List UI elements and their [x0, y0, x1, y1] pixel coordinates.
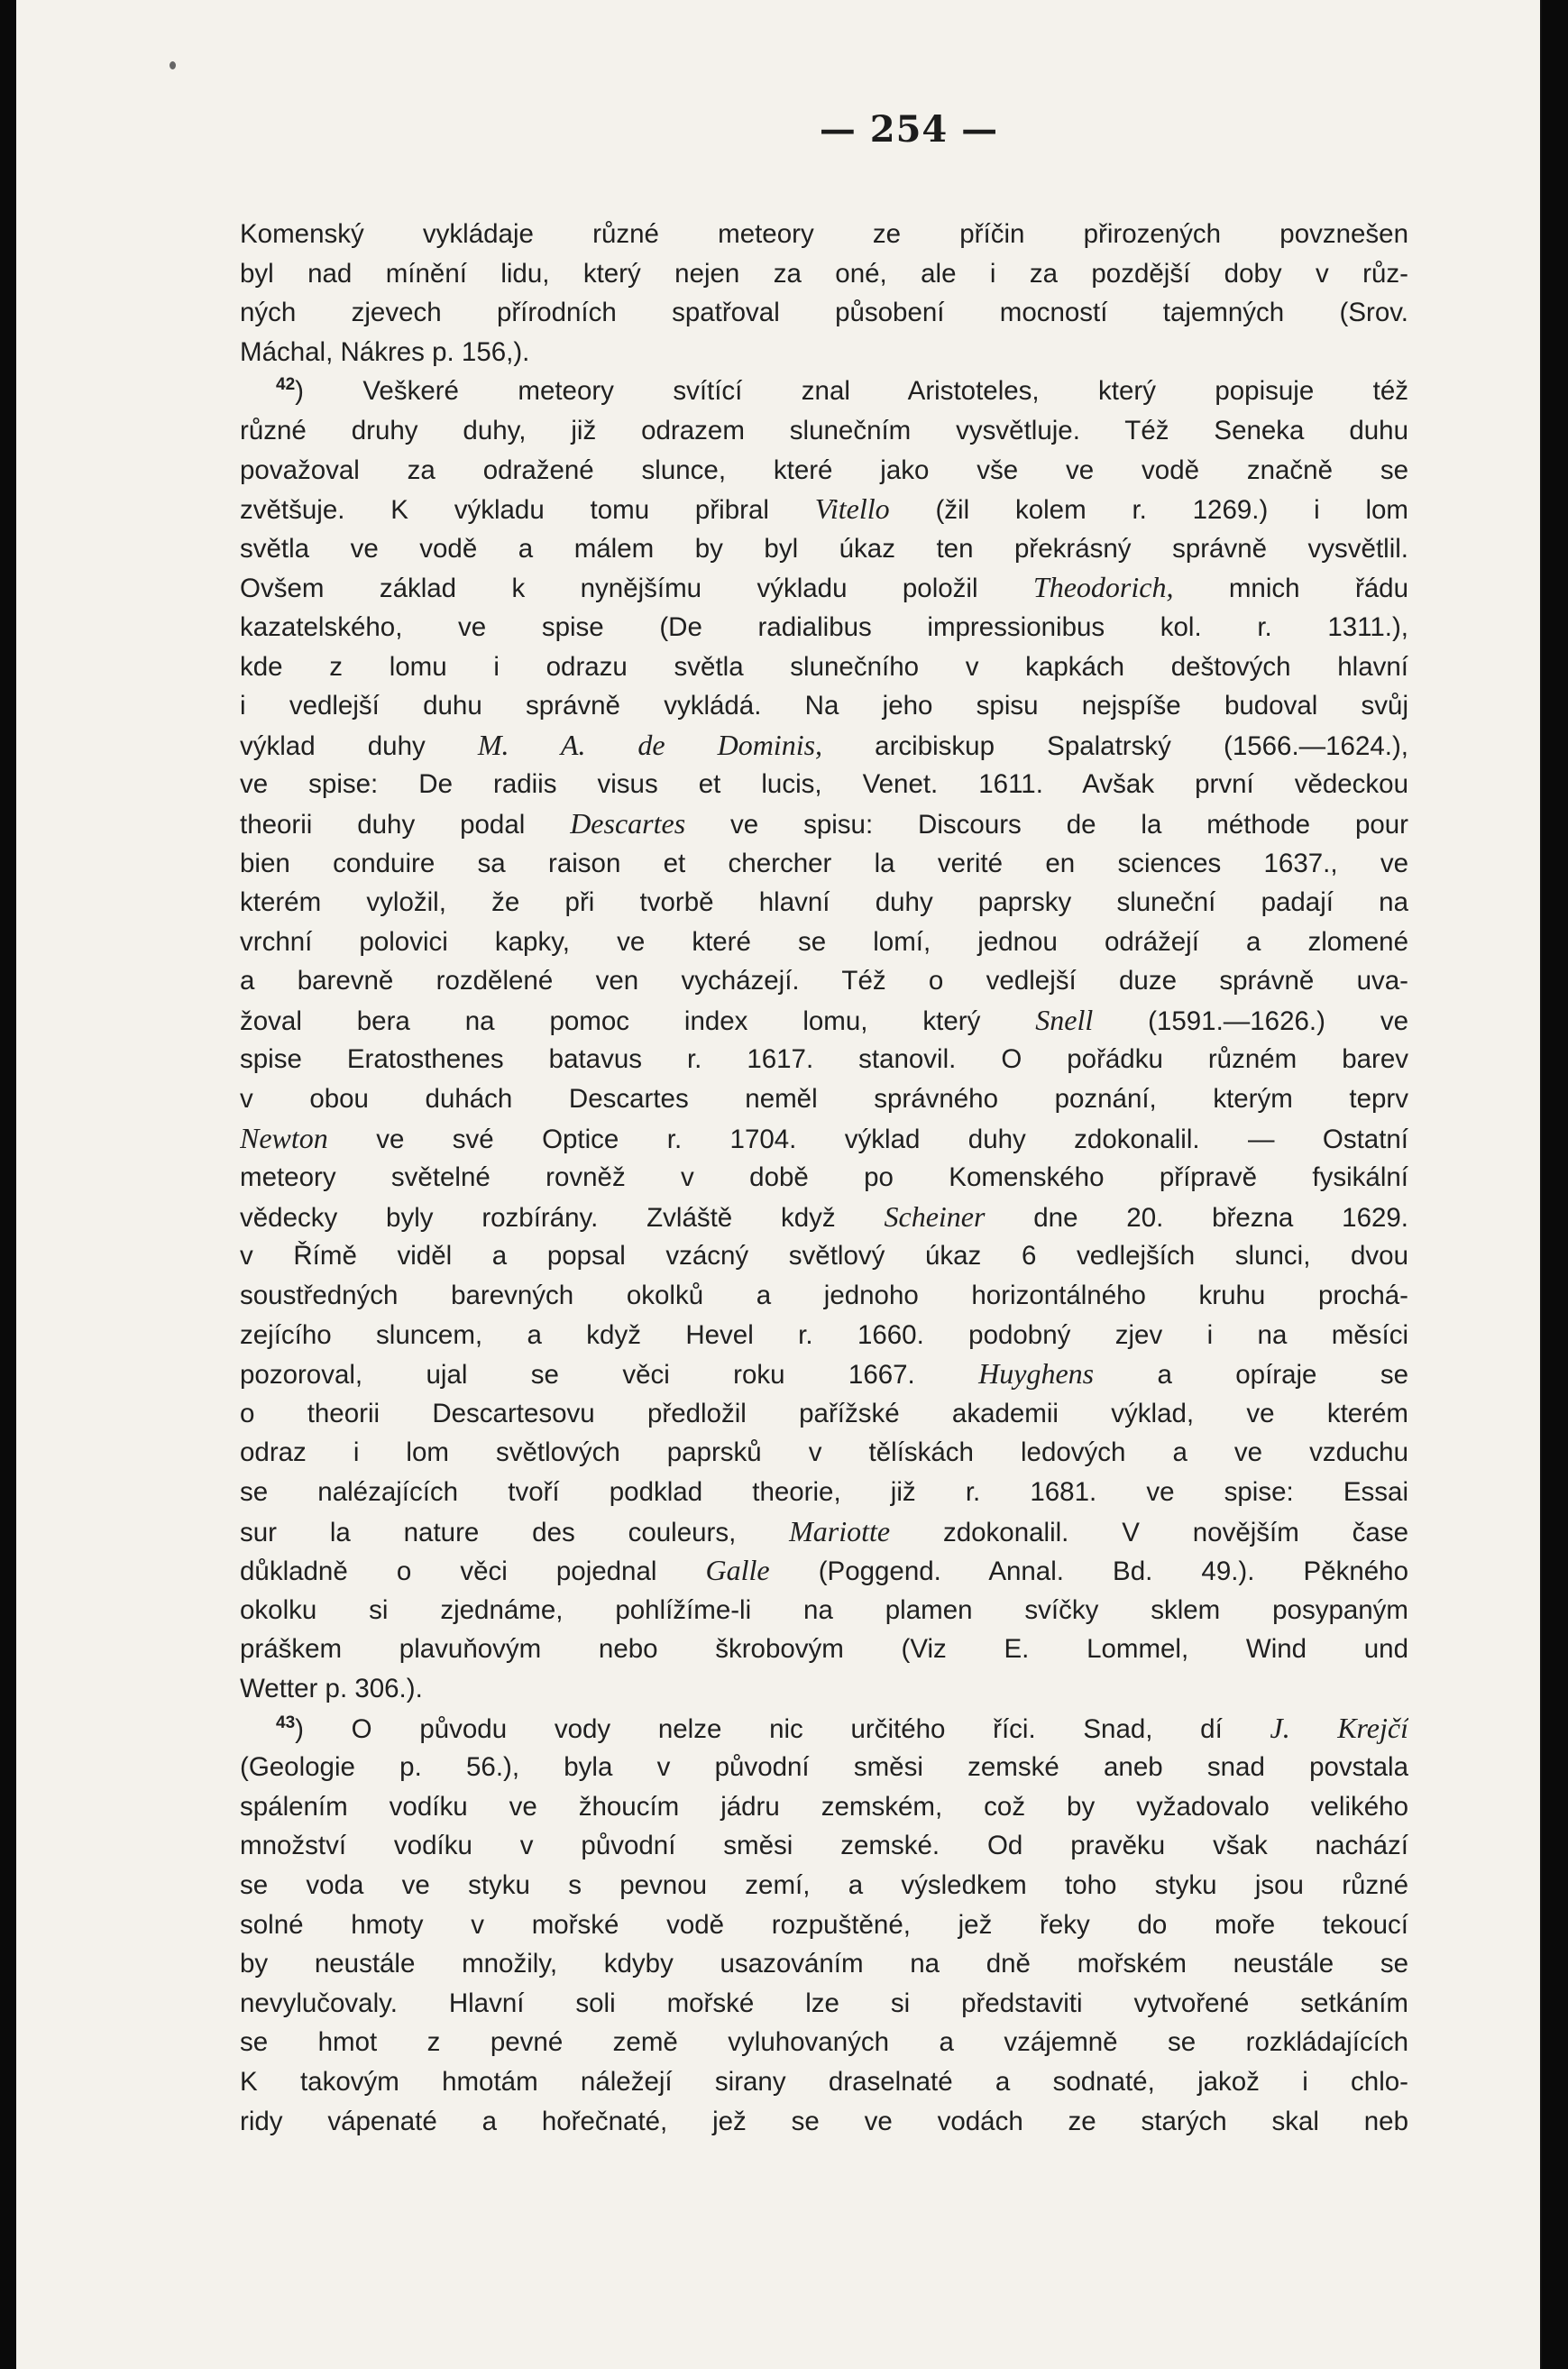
text-line: [240, 215, 1408, 254]
text-segment: ve spise: De radiis visus et lucis, Venet. 1611. Avšak první vědeckou: [240, 769, 1408, 800]
text-line: [240, 923, 1408, 962]
text-line: [240, 1748, 1408, 1787]
text-line: [240, 686, 1408, 726]
text-line: [240, 1276, 1408, 1316]
text-segment: důkladně o věci pojednal: [240, 1556, 706, 1587]
text-line: [240, 568, 1408, 608]
text-line: [240, 1944, 1408, 1984]
text-segment: množství vodíku v původní směsi zemské. Od pravěku však nachází: [240, 1831, 1408, 1861]
text-segment: bien conduire sa raison et chercher la verité en sciences 1637., ve: [240, 848, 1408, 878]
text-segment: v obou duhách Descartes neměl správného poznání, kterým teprv: [240, 1084, 1408, 1115]
text-segment: světla ve vodě a málem by byl úkaz ten překrásný správně vysvětlil.: [240, 533, 1408, 564]
text-segment: sur la nature des couleurs,: [240, 1517, 790, 1547]
text-line: [240, 804, 1408, 844]
italic-name: Snell: [1035, 1003, 1094, 1036]
text-line: [240, 726, 1408, 766]
text-segment: žoval bera na pomoc index lomu, který: [240, 1005, 1036, 1036]
text-segment: spálením vodíku ve žhoucím jádru zemském, což by vyžadovalo velikého: [240, 1791, 1408, 1822]
text-segment: (Poggend. Annal. Bd. 49.). Pěkného: [769, 1556, 1408, 1587]
text-line: [240, 1826, 1408, 1866]
page-speck: [170, 61, 176, 69]
text-line: [240, 1040, 1408, 1079]
text-segment: se nalézajících tvoří podklad theorie, již r. 1681. ve spise: Essai: [240, 1477, 1408, 1507]
text-segment: ve své Optice r. 1704. výklad duhy zdokonalil. — Ostatní: [327, 1124, 1408, 1154]
text-line: [240, 1354, 1408, 1394]
text-segment: dne 20. března 1629.: [985, 1202, 1408, 1233]
text-segment: arcibiskup Spalatrský (1566.—1624.),: [822, 730, 1408, 761]
text-line: [240, 1512, 1408, 1552]
text-segment: (Geologie p. 56.), byla v původní směsi zemské aneb snad povstala: [240, 1752, 1408, 1783]
italic-name: Descartes: [570, 806, 686, 840]
text-segment: ) O původu vody nelze nic určitého říci. Snad, dí: [295, 1713, 1270, 1744]
text-segment: solné hmoty v mořské vodě rozpuštěné, jež řeky do moře tekoucí: [240, 1909, 1408, 1940]
text-segment: zvětšuje. K výkladu tomu přibral: [240, 495, 815, 526]
footnote-number: 42: [276, 375, 296, 395]
text-line: [240, 608, 1408, 647]
text-segment: ve spisu: Discours de la méthode pour: [685, 809, 1408, 840]
footnote-number: 43: [276, 1712, 296, 1732]
text-segment: se hmot z pevné země vyluhovaných a vzájemně se rozkládajících: [240, 2027, 1408, 2058]
text-segment: spise Eratosthenes batavus r. 1617. stanovil. O pořádku různém barev: [240, 1044, 1408, 1075]
text-line: [240, 411, 1408, 451]
text-segment: pozoroval, ujal se věci roku 1667.: [240, 1360, 979, 1391]
text-line: [240, 765, 1408, 804]
text-line: [240, 1473, 1408, 1512]
text-line: [240, 490, 1408, 529]
text-segment: nevylučovaly. Hlavní soli mořské lze si představiti vytvořené setkáním: [240, 1988, 1408, 2018]
text-line: [240, 1551, 1408, 1591]
text-line: [240, 647, 1408, 687]
text-line: [240, 1001, 1408, 1041]
text-line: [240, 883, 1408, 923]
text-segment: theorii duhy podal: [240, 809, 571, 840]
italic-name: Galle: [705, 1554, 770, 1587]
text-line: [240, 372, 1408, 411]
text-segment: meteory světelné rovněž v době po Komenského přípravě fysikální: [240, 1162, 1408, 1193]
text-line: [240, 529, 1408, 569]
text-segment: se voda ve styku s pevnou zemí, a výsledkem toho styku jsou různé: [240, 1869, 1408, 1900]
text-segment: Wetter p. 306.).: [240, 1673, 423, 1703]
text-line: [240, 1866, 1408, 1905]
text-segment: mnich řádu: [1173, 574, 1408, 604]
text-segment: považoval za odražené slunce, které jako vše ve vodě značně se: [240, 455, 1408, 485]
italic-name: Theodorich,: [1032, 571, 1174, 604]
text-line: [240, 2062, 1408, 2102]
text-line: [240, 1905, 1408, 1945]
italic-name: J. Krejčí: [1270, 1711, 1408, 1744]
text-line: [240, 333, 1408, 372]
text-segment: byl nad mínění lidu, který nejen za oné, ale i za pozdější doby v růz-: [240, 258, 1408, 289]
text-line: [240, 1591, 1408, 1630]
text-segment: Ovšem základ k nynějšímu výkladu položil: [240, 574, 1033, 604]
text-line: [240, 451, 1408, 491]
italic-name: M. A. de Dominis,: [477, 728, 823, 761]
text-segment: kazatelského, ve spise (De radialibus impressionibus kol. r. 1311.),: [240, 611, 1408, 642]
text-segment: a opíraje se: [1094, 1360, 1408, 1391]
text-line: [240, 1630, 1408, 1669]
text-segment: odraz i lom světlových paprsků v tělískách ledových a ve vzduchu: [240, 1437, 1408, 1468]
text-segment: v Římě viděl a popsal vzácný světlový úkaz 6 vedlejších slunci, dvou: [240, 1241, 1408, 1272]
text-segment: i vedlejší duhu správně vykládá. Na jeho spisu nejspíše budoval svůj: [240, 691, 1408, 721]
text-segment: práškem plavuňovým nebo škrobovým (Viz E. Lommel, Wind und: [240, 1634, 1408, 1665]
text-line: [240, 1787, 1408, 1827]
text-segment: K takovým hmotám náležejí sirany draselnaté a sodnaté, jakož i chlo-: [240, 2066, 1408, 2097]
italic-name: Mariotte: [789, 1514, 891, 1547]
text-segment: Komenský vykládaje různé meteory ze příčin přirozených povznešen: [240, 219, 1408, 249]
italic-name: Newton: [240, 1121, 328, 1154]
text-segment: různé druhy duhy, již odrazem slunečním vysvětluje. Též Seneka duhu: [240, 415, 1408, 445]
text-segment: kterém vyložil, že při tvorbě hlavní duhy paprsky sluneční padají na: [240, 887, 1408, 918]
text-line: [240, 1079, 1408, 1119]
text-line: [240, 1236, 1408, 1276]
text-segment: vrchní polovici kapky, ve které se lomí, jednou odrážejí a zlomené: [240, 926, 1408, 957]
scan-edge: [1555, 0, 1568, 2369]
text-line: [240, 1394, 1408, 1434]
italic-name: Scheiner: [884, 1199, 986, 1233]
text-line: [240, 1433, 1408, 1473]
text-segment: okolku si zjednáme, pohlížíme-li na plamen svíčky sklem posypaným: [240, 1594, 1408, 1625]
text-line: [240, 2102, 1408, 2142]
page-number: — 254 —: [819, 108, 999, 151]
text-line: [240, 1316, 1408, 1355]
body-text: [240, 215, 1408, 2141]
text-segment: zejícího sluncem, a když Hevel r. 1660. podobný zjev i na měsíci: [240, 1319, 1408, 1350]
italic-name: Vitello: [814, 492, 890, 526]
text-segment: o theorii Descartesovu předložil pařížské akademii výklad, ve kterém: [240, 1398, 1408, 1428]
book-page: [16, 0, 1542, 2369]
text-segment: soustředných barevných okolků a jednoho horizontálného kruhu prochá-: [240, 1281, 1408, 1311]
text-segment: ných zjevech přírodních spatřoval působení mocností tajemných (Srov.: [240, 298, 1408, 328]
text-line: [240, 1198, 1408, 1237]
text-segment: ) Veškeré meteory svítící znal Aristoteles, který popisuje též: [295, 376, 1408, 407]
text-line: [240, 1984, 1408, 2024]
text-line: [240, 254, 1408, 294]
text-line: [240, 961, 1408, 1001]
text-segment: (1591.—1626.) ve: [1093, 1005, 1408, 1036]
text-line: [240, 844, 1408, 884]
text-line: [240, 1158, 1408, 1198]
text-line: [240, 2023, 1408, 2062]
text-segment: vědecky byly rozbírány. Zvláště když: [240, 1202, 885, 1233]
text-line: [240, 293, 1408, 333]
text-line: [240, 1669, 1408, 1709]
text-segment: Máchal, Nákres p. 156,).: [240, 336, 530, 367]
text-line: [240, 1119, 1408, 1159]
text-line: [240, 1709, 1408, 1749]
text-segment: kde z lomu i odrazu světla slunečního v kapkách deštových hlavní: [240, 651, 1408, 682]
text-segment: zdokonalil. V novějším čase: [890, 1517, 1408, 1547]
text-segment: a barevně rozdělené ven vycházejí. Též o vedlejší duze správně uva-: [240, 966, 1408, 996]
text-segment: výklad duhy: [240, 730, 478, 761]
text-segment: ridy vápenaté a hořečnaté, jež se ve vodách ze starých skal neb: [240, 2106, 1408, 2136]
italic-name: Huyghens: [978, 1357, 1095, 1391]
text-segment: (žil kolem r. 1269.) i lom: [889, 495, 1408, 526]
text-segment: by neustále množily, kdyby usazováním na dně mořském neustále se: [240, 1949, 1408, 1979]
